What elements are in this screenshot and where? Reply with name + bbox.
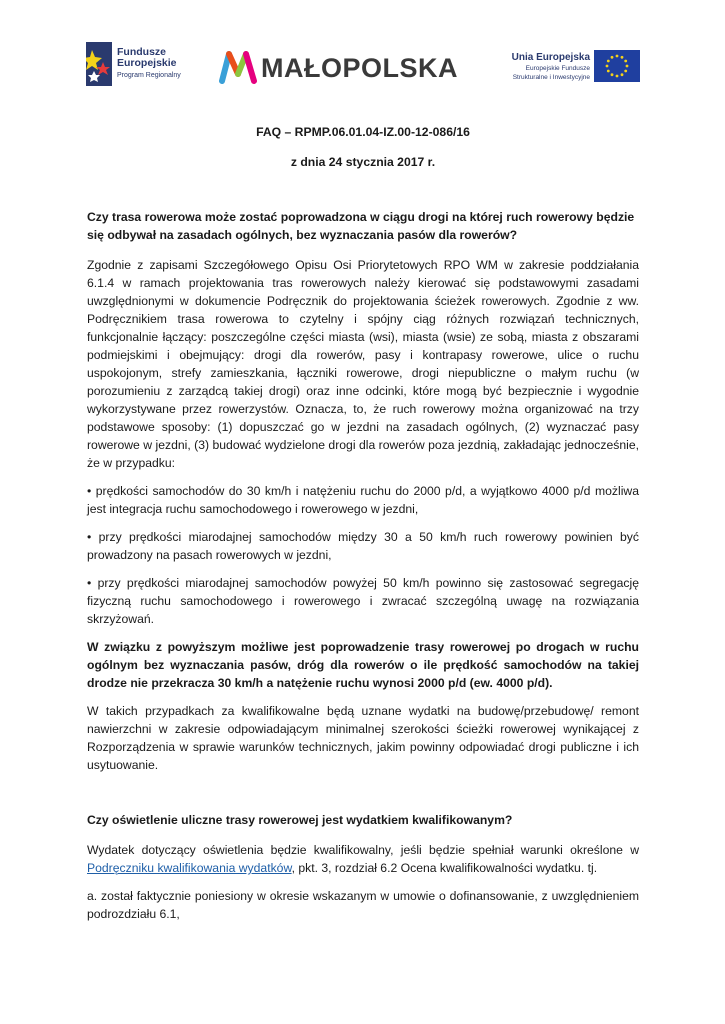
- question-1-heading: Czy trasa rowerowa może zostać poprowadzona w ciągu drogi na której ruch rowerowy będzie się odbywał na zasadach ogólnych, bez wyznaczania pasów dla rowerów?: [87, 210, 635, 242]
- ue-logo-line1: Unia Europejska: [511, 52, 590, 63]
- ue-logo-text: [512, 52, 590, 82]
- malopolska-logo: [219, 49, 459, 87]
- question-1-bullet-1: • prędkości samochodów do 30 km/h i natężeniu ruchu do 2000 p/d, a wyjątkowo 4000 p/d możliwa jest integracja ruchu samochodowego i rowerowego w jezdni,: [87, 484, 639, 516]
- ue-logo-line2: Europejskie Fundusze: [525, 65, 590, 72]
- question-1-bullet-2: • przy prędkości miarodajnej samochodów między 30 a 50 km/h ruch rowerowy powinien być prowadzony na pasach rowerowych w jezdni,: [87, 530, 639, 562]
- question-2-paragraph-1-start: Wydatek dotyczący oświetlenia będzie kwalifikowalny, jeśli będzie spełniał warunki określone w: [87, 843, 639, 857]
- document-id: FAQ – RPMP.06.01.04-IZ.00-12-086/16: [256, 125, 470, 139]
- question-2-paragraph-1: [87, 841, 639, 877]
- unia-europejska-logo: [486, 50, 640, 84]
- podrecznik-kwalifikowania-link[interactable]: Podręczniku kwalifikowania wydatków: [87, 861, 292, 875]
- question-1-paragraph-1: Zgodnie z zapisami Szczegółowego Opisu Osi Priorytetowych RPO WM w zakresie poddziałania 6.1.4 w ramach projektowania tras rowerowych należy kierować się podstawowymi zasadami uwzględnionymi w dokumencie Podręcznik do projektowania ścieżek rowerowych. Zgodnie z ww. Podręcznikiem trasa rowerowa to czytelny i spójny ciąg różnych rozwiązań technicznych, funkcjonalnie łączący: poszczególne części miasta (wsi), miasta (wsie) ze sobą, miasta z obszarami podmiejskimi i obejmujący: drogi dla rowerów, pasy i kontrapasy rowerowe, ulice o ruchu uspokojonym, strefy zamieszkania, łączniki rowerowe, drogi niepubliczne o małym ruchu (w porozumieniu z zarządcą takiej drogi) oraz inne odcinki, które mogą być bezpiecznie i wygodnie wykorzystywane przez rowerzystów. Oznacza, to, że ruch rowerowy można organizować na trzy podstawowe sposoby: (1) dopuszczać go w jezdni na zasadach ogólnych, (2) wyznaczać pasy rowerowe w jezdni, (3) budować wydzielone drogi dla rowerów poza jezdnią, zakładając jednocześnie, że w przypadku:: [87, 258, 639, 470]
- fe-logo-line2: Europejskie: [117, 57, 177, 69]
- malopolska-m-emblem-icon: [219, 49, 259, 85]
- fundusze-europejskie-logo: [86, 42, 196, 88]
- question-2-paragraph-1-end: , pkt. 3, rozdział 6.2 Ocena kwalifikowalności wydatku. tj.: [291, 861, 598, 875]
- malopolska-wordmark: MAŁOPOLSKA: [261, 53, 458, 83]
- question-2-item-a: a. został faktycznie poniesiony w okresie wskazanym w umowie o dofinansowanie, z uwzględnieniem podrozdziału 6.1,: [87, 889, 639, 921]
- question-2-heading: Czy oświetlenie uliczne trasy rowerowej jest wydatkiem kwalifikowanym?: [87, 813, 513, 827]
- question-1-bullet-3: • przy prędkości miarodajnej samochodów powyżej 50 km/h powinno się zastosować segregację fizyczną ruchu samochodowego i rowerowego i zwracać szczególną uwagę na rozwiązania skrzyżowań.: [87, 576, 639, 626]
- ue-logo-line3: Strukturalne i Inwestycyjne: [512, 74, 590, 81]
- question-1-paragraph-2: W takich przypadkach za kwalifikowalne będą uznane wydatki na budowę/przebudowę/ remont nawierzchni w zakresie odpowiadającym minimalnej szerokości ścieżki rowerowej wynikającej z Rozporządzenia w sprawie warunków technicznych, jakim powinny odpowiadać drogi publiczne i ich usytuowanie.: [87, 704, 639, 772]
- question-1-conclusion: W związku z powyższym możliwe jest poprowadzenie trasy rowerowej po drogach w ruchu ogólnym bez wyznaczania pasów, dróg dla rowerów o ile prędkość samochodów na takiej drodze nie przekracza 30 km/h a natężenie ruchu wynosi 2000 p/d (ew. 4000 p/d).: [87, 640, 639, 690]
- document-date: z dnia 24 stycznia 2017 r.: [290, 155, 436, 169]
- eu-flag-icon: [594, 50, 640, 82]
- fe-logo-line1: Fundusze: [117, 46, 166, 58]
- fe-logo-text: [117, 47, 181, 81]
- fe-logo-line3: Program Regionalny: [117, 72, 181, 79]
- fe-star-emblem-icon: [86, 42, 114, 86]
- document-body: [87, 123, 639, 923]
